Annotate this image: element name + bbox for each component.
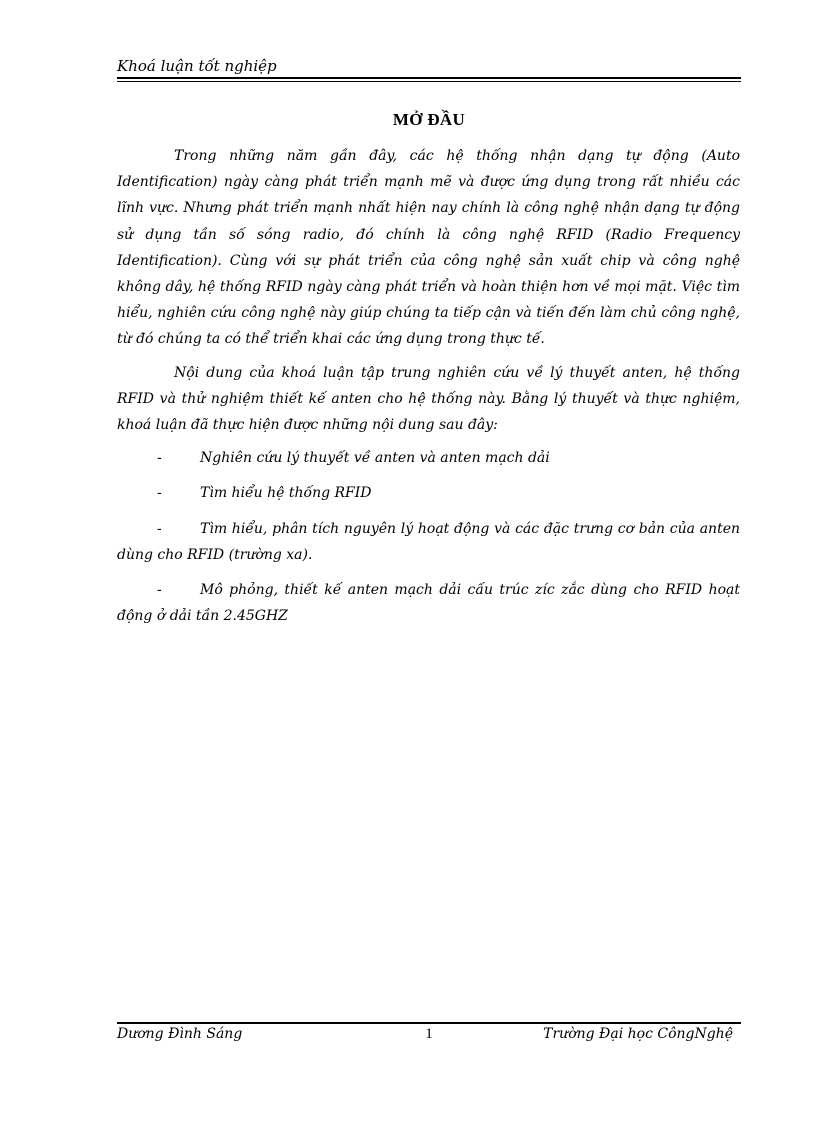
list-item-text: Tìm hiểu, phân tích nguyên lý hoạt động và các đặc trưng cơ bản của anten dùng cho RFID (trường xa). — [117, 520, 740, 563]
list-item — [117, 480, 740, 506]
list-item-text: Nghiên cứu lý thuyết về anten và anten mạch dải — [200, 450, 550, 467]
page-footer — [117, 1026, 741, 1048]
header-rule-thin — [117, 81, 741, 82]
list-dash: - — [157, 582, 162, 599]
list-dash: - — [157, 520, 162, 537]
paragraph-intro: Trong những năm gần đây, các hệ thống nhận dạng tự động (Auto Identification) ngày càng phát triển mạnh mẽ và được ứng dụng trong rất nhiều các lĩnh vực. Nhưng phát triển mạnh nhất hiện nay chính là công nghệ nhận dạng tự động sử dụng tần số sóng radio, đó chính là công nghệ RFID (Radio Frequency Identification). Cùng với sự phát triển của công nghệ sản xuất chip và công nghệ không dây, hệ thống RFID ngày càng phát triển và hoàn thiện hơn về mọi mặt. Việc tìm hiểu, nghiên cứu công nghệ này giúp chúng ta tiếp cận và tiến đến làm chủ công nghệ, từ đó chúng ta có thể triển khai các ứng dụng trong thực tế. — [117, 148, 740, 348]
paragraph-scope: Nội dung của khoá luận tập trung nghiên cứu về lý thuyết anten, hệ thống RFID và thử nghiệm thiết kế anten cho hệ thống này. Bằng lý thuyết và thực nghiệm, khoá luận đã thực hiện được những nội dung sau đây: — [117, 364, 740, 434]
footer-author: Dương Đình Sáng — [117, 1026, 243, 1042]
list-item — [117, 577, 740, 629]
footer-institution: Trường Đại học CôngNghệ — [543, 1026, 733, 1042]
list-dash: - — [157, 450, 162, 467]
list-item-text: Tìm hiểu hệ thống RFID — [200, 485, 372, 502]
list-item — [117, 516, 740, 568]
body-content — [117, 143, 740, 638]
list-dash: - — [157, 485, 162, 502]
list-item — [117, 445, 740, 471]
page-number: 1 — [425, 1026, 433, 1042]
header-title: Khoá luận tốt nghiệp — [117, 57, 277, 75]
section-title: MỞ ĐẦU — [392, 110, 466, 129]
list-item-text: Mô phỏng, thiết kế anten mạch dải cấu trúc zíc zắc dùng cho RFID hoạt động ở dải tần 2.45GHZ — [117, 582, 740, 625]
footer-rule — [117, 1022, 741, 1024]
header-rule — [117, 77, 741, 79]
